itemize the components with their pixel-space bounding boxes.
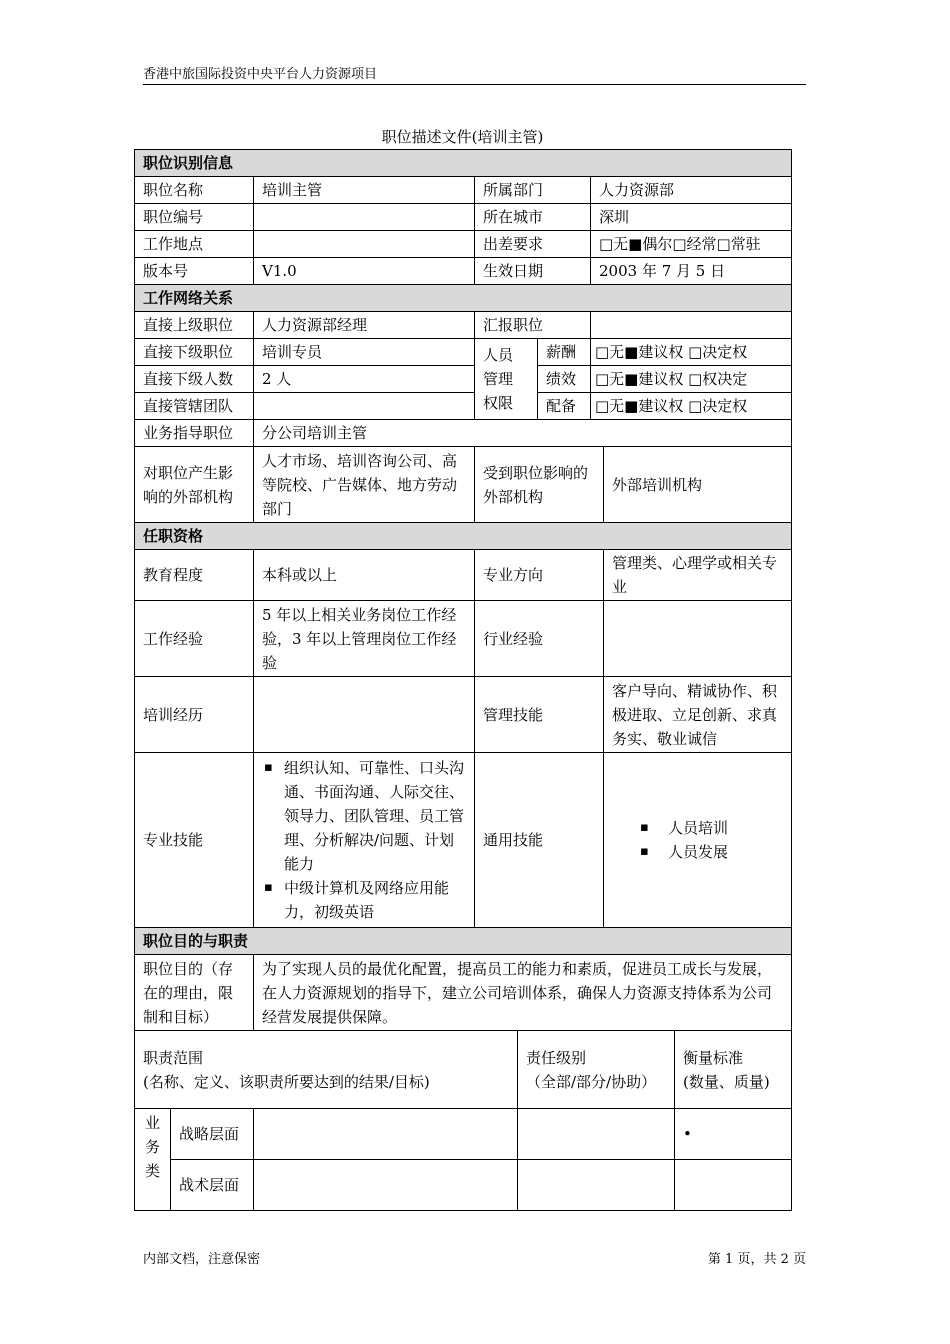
label-training-history: 培训经历	[135, 677, 254, 753]
label-guide: 业务指导职位	[135, 420, 254, 447]
label-position-goal: 职位目的（存在的理由，限制和目标）	[135, 955, 254, 1031]
value-management-skills: 客户导向、精诚协作、积极进取、立足创新、求真务实、敬业诚信	[604, 677, 792, 753]
value-general-skills	[604, 753, 792, 928]
value-strategy-level	[518, 1109, 675, 1160]
header-measure-standard: 衡量标准 (数量、质量)	[675, 1031, 792, 1109]
label-strategy-level: 战略层面	[171, 1109, 254, 1160]
label-effective-date: 生效日期	[475, 258, 591, 285]
value-tactic-level	[518, 1160, 675, 1211]
label-tactic-level: 战术层面	[171, 1160, 254, 1211]
value-industry-experience	[604, 601, 792, 677]
label-general-skills: 通用技能	[475, 753, 604, 928]
footer-page-number: 第 1 页，共 2 页	[707, 1252, 806, 1267]
label-position-name: 职位名称	[135, 177, 254, 204]
label-work-experience: 工作经验	[135, 601, 254, 677]
list-item: ▪ 人员培训	[668, 816, 783, 840]
label-salary: 薪酬	[538, 339, 591, 366]
professional-skills-list	[262, 756, 466, 924]
label-sub-count: 直接下级人数	[135, 366, 254, 393]
footer-confidential: 内部文档，注意保密	[143, 1252, 261, 1267]
value-department: 人力资源部	[591, 177, 792, 204]
value-influence-external: 人才市场、培训咨询公司、高等院校、广告媒体、地方劳动部门	[254, 447, 475, 523]
value-major: 管理类、心理学或相关专业	[604, 550, 792, 601]
list-item: ▪ 组织认知、可靠性、口头沟通、书面沟通、人际交往、领导力、团队管理、员工管理、分析解决/问题、计划能力	[284, 756, 466, 876]
value-work-experience: 5 年以上相关业务岗位工作经验，3 年以上管理岗位工作经验	[254, 601, 475, 677]
value-superior: 人力资源部经理	[254, 312, 475, 339]
label-travel: 出差要求	[475, 231, 591, 258]
value-city: 深圳	[591, 204, 792, 231]
value-effective-date: 2003 年 7 月 5 日	[591, 258, 792, 285]
value-professional-skills	[254, 753, 475, 928]
section-network: 工作网络关系	[135, 285, 792, 312]
list-item: ▪ 中级计算机及网络应用能力，初级英语	[284, 876, 466, 924]
label-authority: 人员 管理 权限	[475, 339, 538, 420]
label-performance: 绩效	[538, 366, 591, 393]
section-purpose: 职位目的与职责	[135, 928, 792, 955]
list-item: ▪ 人员发展	[668, 840, 783, 864]
value-strategy-measure: •	[675, 1109, 792, 1160]
document-header	[143, 66, 806, 85]
label-position-code: 职位编号	[135, 204, 254, 231]
label-version: 版本号	[135, 258, 254, 285]
label-education: 教育程度	[135, 550, 254, 601]
job-description-table	[134, 149, 792, 1211]
value-salary: □无■建议权 □决定权	[591, 339, 792, 366]
label-management-skills: 管理技能	[475, 677, 604, 753]
value-education: 本科或以上	[254, 550, 475, 601]
label-superior: 直接上级职位	[135, 312, 254, 339]
section-identify: 职位识别信息	[135, 150, 792, 177]
value-subordinate: 培训专员	[254, 339, 475, 366]
label-business-category: 业务类	[135, 1109, 171, 1211]
value-performance: □无■建议权 □权决定	[591, 366, 792, 393]
label-team: 直接管辖团队	[135, 393, 254, 420]
label-influence-external: 对职位产生影响的外部机构	[135, 447, 254, 523]
value-guide: 分公司培训主管	[254, 420, 792, 447]
value-position-goal: 为了实现人员的最优化配置，提高员工的能力和素质，促进员工成长与发展，在人力资源规划的指导下，建立公司培训体系，确保人力资源支持体系为公司经营发展提供保障。	[254, 955, 792, 1031]
label-staffing: 配备	[538, 393, 591, 420]
section-qualification: 任职资格	[135, 523, 792, 550]
label-report: 汇报职位	[475, 312, 591, 339]
value-travel: □无■偶尔□经常□常驻	[591, 231, 792, 258]
value-team	[254, 393, 475, 420]
value-strategy-scope	[254, 1109, 518, 1160]
header-responsibility-level: 责任级别 （全部/部分/协助）	[518, 1031, 675, 1109]
value-training-history	[254, 677, 475, 753]
project-name: 香港中旅国际投资中央平台人力资源项目	[143, 67, 378, 82]
value-report	[591, 312, 792, 339]
label-work-place: 工作地点	[135, 231, 254, 258]
value-tactic-measure	[675, 1160, 792, 1211]
value-influenced-external: 外部培训机构	[604, 447, 792, 523]
document-title: 职位描述文件(培训主管)	[381, 128, 544, 146]
header-responsibility-scope: 职责范围 (名称、定义、该职责所要达到的结果/目标)	[135, 1031, 518, 1109]
label-subordinate: 直接下级职位	[135, 339, 254, 366]
value-work-place	[254, 231, 475, 258]
label-professional-skills: 专业技能	[135, 753, 254, 928]
value-position-name: 培训主管	[254, 177, 475, 204]
value-version: V1.0	[254, 258, 475, 285]
value-tactic-scope	[254, 1160, 518, 1211]
value-position-code	[254, 204, 475, 231]
label-department: 所属部门	[475, 177, 591, 204]
label-city: 所在城市	[475, 204, 591, 231]
general-skills-list	[612, 816, 783, 864]
label-influenced-external: 受到职位影响的外部机构	[475, 447, 604, 523]
label-major: 专业方向	[475, 550, 604, 601]
value-sub-count: 2 人	[254, 366, 475, 393]
value-staffing: □无■建议权 □决定权	[591, 393, 792, 420]
label-industry-experience: 行业经验	[475, 601, 604, 677]
